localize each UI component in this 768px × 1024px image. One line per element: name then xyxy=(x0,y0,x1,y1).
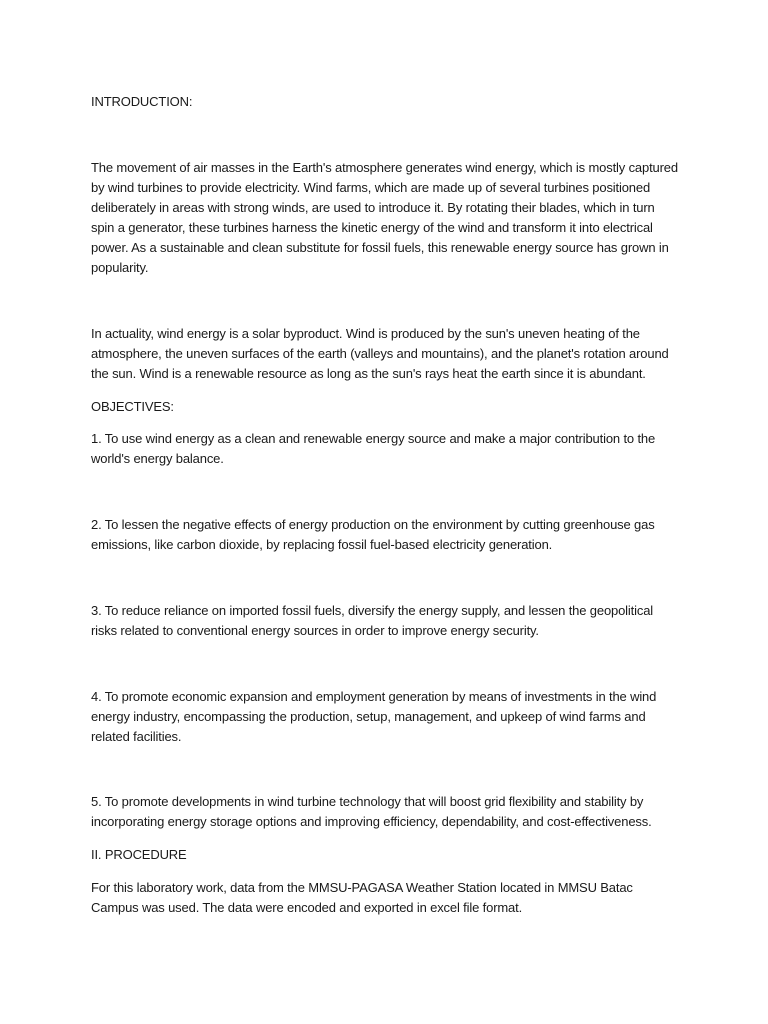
introduction-heading: INTRODUCTION: xyxy=(91,94,193,109)
objective-item-2: 2. To lessen the negative effects of energy production on the environment by cutting greenhouse gas emissions, like carbon dioxide, by replacing fossil fuel-based electricity generation. xyxy=(91,517,655,552)
intro-paragraph-2: In actuality, wind energy is a solar byproduct. Wind is produced by the sun's uneven heating of the atmosphere, the uneven surfaces of the earth (valleys and mountains), and the planet's rotation around the sun. Wind is a renewable resource as long as the sun's rays heat the earth since it is abundant. xyxy=(91,326,669,381)
objective-item-5: 5. To promote developments in wind turbine technology that will boost grid flexibility and stability by incorporating energy storage options and improving efficiency, dependability, and cost-effectiveness. xyxy=(91,794,652,829)
objective-item-4: 4. To promote economic expansion and employment generation by means of investments in the wind energy industry, encompassing the production, setup, management, and upkeep of wind farms and related facilities. xyxy=(91,689,657,744)
intro-paragraph-1: The movement of air masses in the Earth's atmosphere generates wind energy, which is mostly captured by wind turbines to provide electricity. Wind farms, which are made up of several turbines positioned deliberately in areas with strong winds, are used to introduce it. By rotating their blades, which in turn spin a generator, these turbines harness the kinetic energy of the wind and transform it into electrical power. As a sustainable and clean substitute for fossil fuels, this renewable energy source has grown in popularity. xyxy=(91,160,678,275)
procedure-paragraph: For this laboratory work, data from the MMSU-PAGASA Weather Station located in MMSU Batac Campus was used. The data were encoded and exported in excel file format. xyxy=(91,880,633,915)
procedure-heading: II. PROCEDURE xyxy=(91,847,187,862)
objective-item-1: 1. To use wind energy as a clean and renewable energy source and make a major contribution to the world's energy balance. xyxy=(91,431,656,466)
objective-item-3: 3. To reduce reliance on imported fossil fuels, diversify the energy supply, and lessen the geopolitical risks related to conventional energy sources in order to improve energy security. xyxy=(91,603,654,638)
objectives-heading: OBJECTIVES: xyxy=(91,399,174,414)
